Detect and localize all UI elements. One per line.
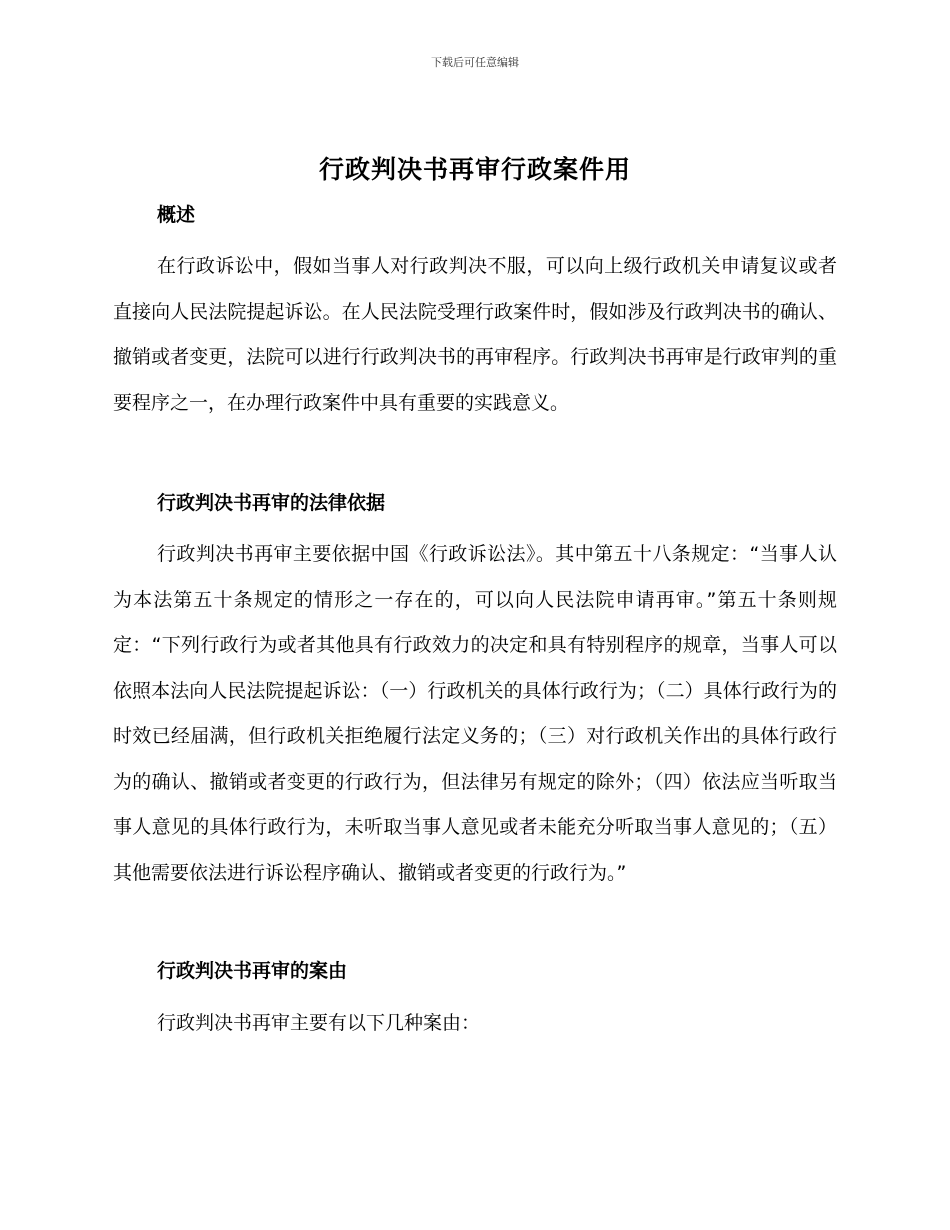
section-body-case-causes: 行政判决书再审主要有以下几种案由： [157, 1012, 481, 1034]
section-body-legal-basis: 行政判决书再审主要依据中国《行政诉讼法》。其中第五十八条规定：“当事人认为本法第五十条规定的情形之一存在的，可以向人民法院申请再审。”第五十条则规定：“下列行政行为或者其他具有行政效力的决定和具有特别程序的规章，当事人可以依照本法向人民法院提起诉讼：（一）行政机关的具体行政行为；（二）具体行政行为的时效已经届满，但行政机关拒绝履行法定义务的；（三）对行政机关作出的具体行政行为的确认、撤销或者变更的行政行为，但法律另有规定的除外；（四）依法应当听取当事人意见的具体行政行为，未听取当事人意见或者未能充分听取当事人意见的；（五）其他需要依法进行诉讼程序确认、撤销或者变更的行政行为。” [113, 543, 837, 884]
section-heading-legal-basis: 行政判决书再审的法律依据 [157, 492, 386, 514]
section-heading-overview: 概述 [157, 204, 196, 226]
section-heading-case-causes: 行政判决书再审的案由 [157, 960, 348, 982]
header-note: 下载后可任意编辑 [431, 56, 519, 69]
section-body-overview: 在行政诉讼中，假如当事人对行政判决不服，可以向上级行政机关申请复议或者直接向人民法院提起诉讼。在人民法院受理行政案件时，假如涉及行政判决书的确认、撤销或者变更，法院可以进行行政判决书的再审程序。行政判决书再审是行政审判的重要程序之一，在办理行政案件中具有重要的实践意义。 [113, 255, 837, 414]
document-title: 行政判决书再审行政案件用 [318, 155, 631, 184]
